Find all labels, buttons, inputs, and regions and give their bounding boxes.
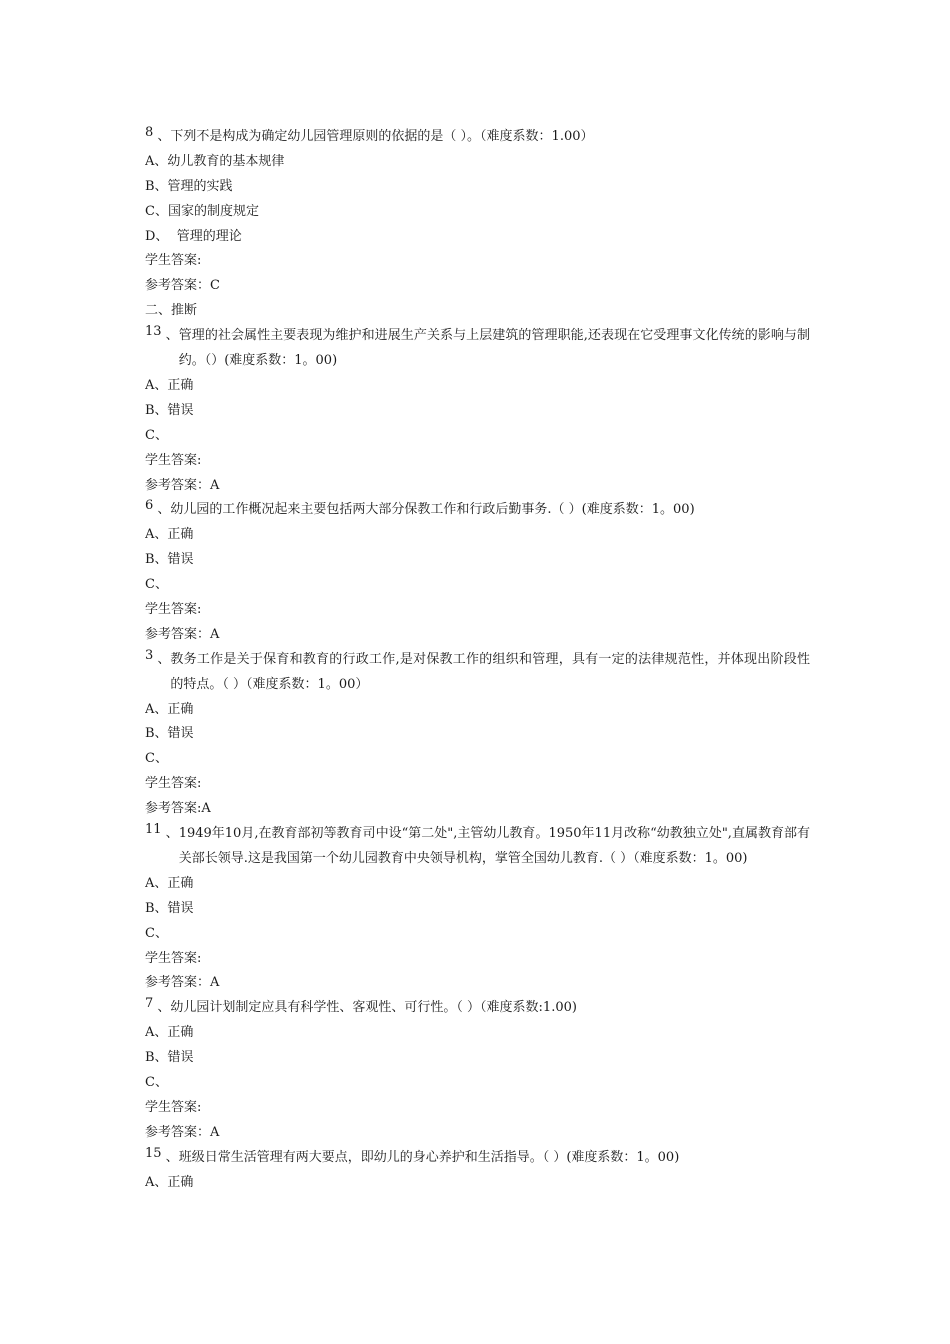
answer-option: C、 (145, 925, 168, 941)
question-13 (145, 324, 810, 374)
question-text: 幼儿园计划制定应具有科学性、客观性、可行性。（ ）（难度系数:1.00) (170, 1000, 577, 1016)
question-separator: 、 (161, 826, 179, 842)
answer-option: C、 (145, 751, 168, 767)
question-separator: 、 (161, 1149, 179, 1165)
question-text: 下列不是构成为确定幼儿园管理原则的依据的是（ ）。（难度系数：1.00） (170, 129, 594, 144)
answer-option: B、错误 (145, 402, 194, 418)
answer-option: C、 (145, 577, 168, 593)
question-text: 教务工作是关于保育和教育的行政工作,是对保教工作的组织和管理，具有一定的法律规范性，并体现出阶段性的特点。（ ）（难度系数：1。00） (170, 651, 810, 692)
question-text: 幼儿园的工作概况起来主要包括两大部分保教工作和行政后勤事务.（ ）(难度系数：1。00) (170, 502, 695, 518)
question-text: 管理的社会属性主要表现为维护和进展生产关系与上层建筑的管理职能,还表现在它受理事文化传统的影响与制约。（）(难度系数：1。00) (178, 328, 810, 369)
answer-option: B、错误 (145, 726, 194, 742)
answer-option: D、 管理的理论 (145, 228, 242, 244)
student-answer: 学生答案: (145, 253, 202, 269)
answer-option: A、正确 (145, 377, 194, 393)
question-separator: 、 (153, 1000, 171, 1016)
section-heading: 二、推断 (145, 303, 198, 319)
answer-option: B、错误 (145, 900, 194, 916)
question-separator: 、 (161, 328, 179, 344)
question-text: 1949年10月,在教育部初等教育司中设“第二处",主管幼儿教育。1950年11月改称“幼教独立处",直属教育部有关部长领导.这是我国第一个幼儿园教育中央领导机构，掌管全国幼儿教育.（ ）（难度系数：1。00) (178, 826, 810, 866)
question-8 (145, 125, 810, 150)
question-number: 8 (145, 125, 154, 140)
question-15 (145, 1146, 810, 1171)
question-number: 11 (145, 822, 162, 838)
answer-option: C、国家的制度规定 (145, 203, 259, 219)
question-text: 班级日常生活管理有两大要点，即幼儿的身心养护和生活指导。（ ）(难度系数：1。00) (178, 1149, 680, 1165)
answer-option: A、正确 (145, 527, 194, 543)
question-7 (145, 996, 810, 1021)
reference-answer: 参考答案：A (145, 975, 220, 991)
answer-option: A、正确 (145, 875, 194, 891)
student-answer: 学生答案: (145, 1099, 202, 1115)
answer-option: A、幼儿教育的基本规律 (145, 153, 285, 169)
reference-answer: 参考答案：A (145, 626, 220, 642)
answer-option: A、正确 (145, 1025, 194, 1041)
student-answer: 学生答案: (145, 452, 202, 468)
answer-option: B、错误 (145, 552, 194, 568)
question-6 (145, 498, 810, 523)
reference-answer: 参考答案：A (145, 1124, 220, 1140)
document-body (145, 125, 810, 1195)
answer-option: C、 (145, 427, 168, 443)
answer-option: C、 (145, 1074, 168, 1090)
student-answer: 学生答案: (145, 776, 202, 792)
question-separator: 、 (153, 129, 171, 144)
reference-answer: 参考答案:A (145, 801, 211, 817)
answer-option: B、错误 (145, 1050, 194, 1066)
question-number: 6 (145, 498, 154, 514)
question-separator: 、 (153, 502, 171, 518)
question-separator: 、 (153, 651, 171, 667)
question-number: 3 (145, 647, 154, 663)
question-number: 15 (145, 1145, 162, 1161)
answer-option: B、管理的实践 (145, 178, 233, 194)
student-answer: 学生答案: (145, 601, 202, 617)
reference-answer: 参考答案：C (145, 278, 220, 294)
reference-answer: 参考答案：A (145, 477, 220, 493)
answer-option: A、正确 (145, 701, 194, 717)
question-11 (145, 822, 810, 872)
answer-option: A、正确 (145, 1174, 194, 1190)
student-answer: 学生答案: (145, 950, 202, 966)
question-number: 7 (145, 996, 154, 1012)
question-3 (145, 648, 810, 698)
question-number: 13 (145, 324, 162, 340)
